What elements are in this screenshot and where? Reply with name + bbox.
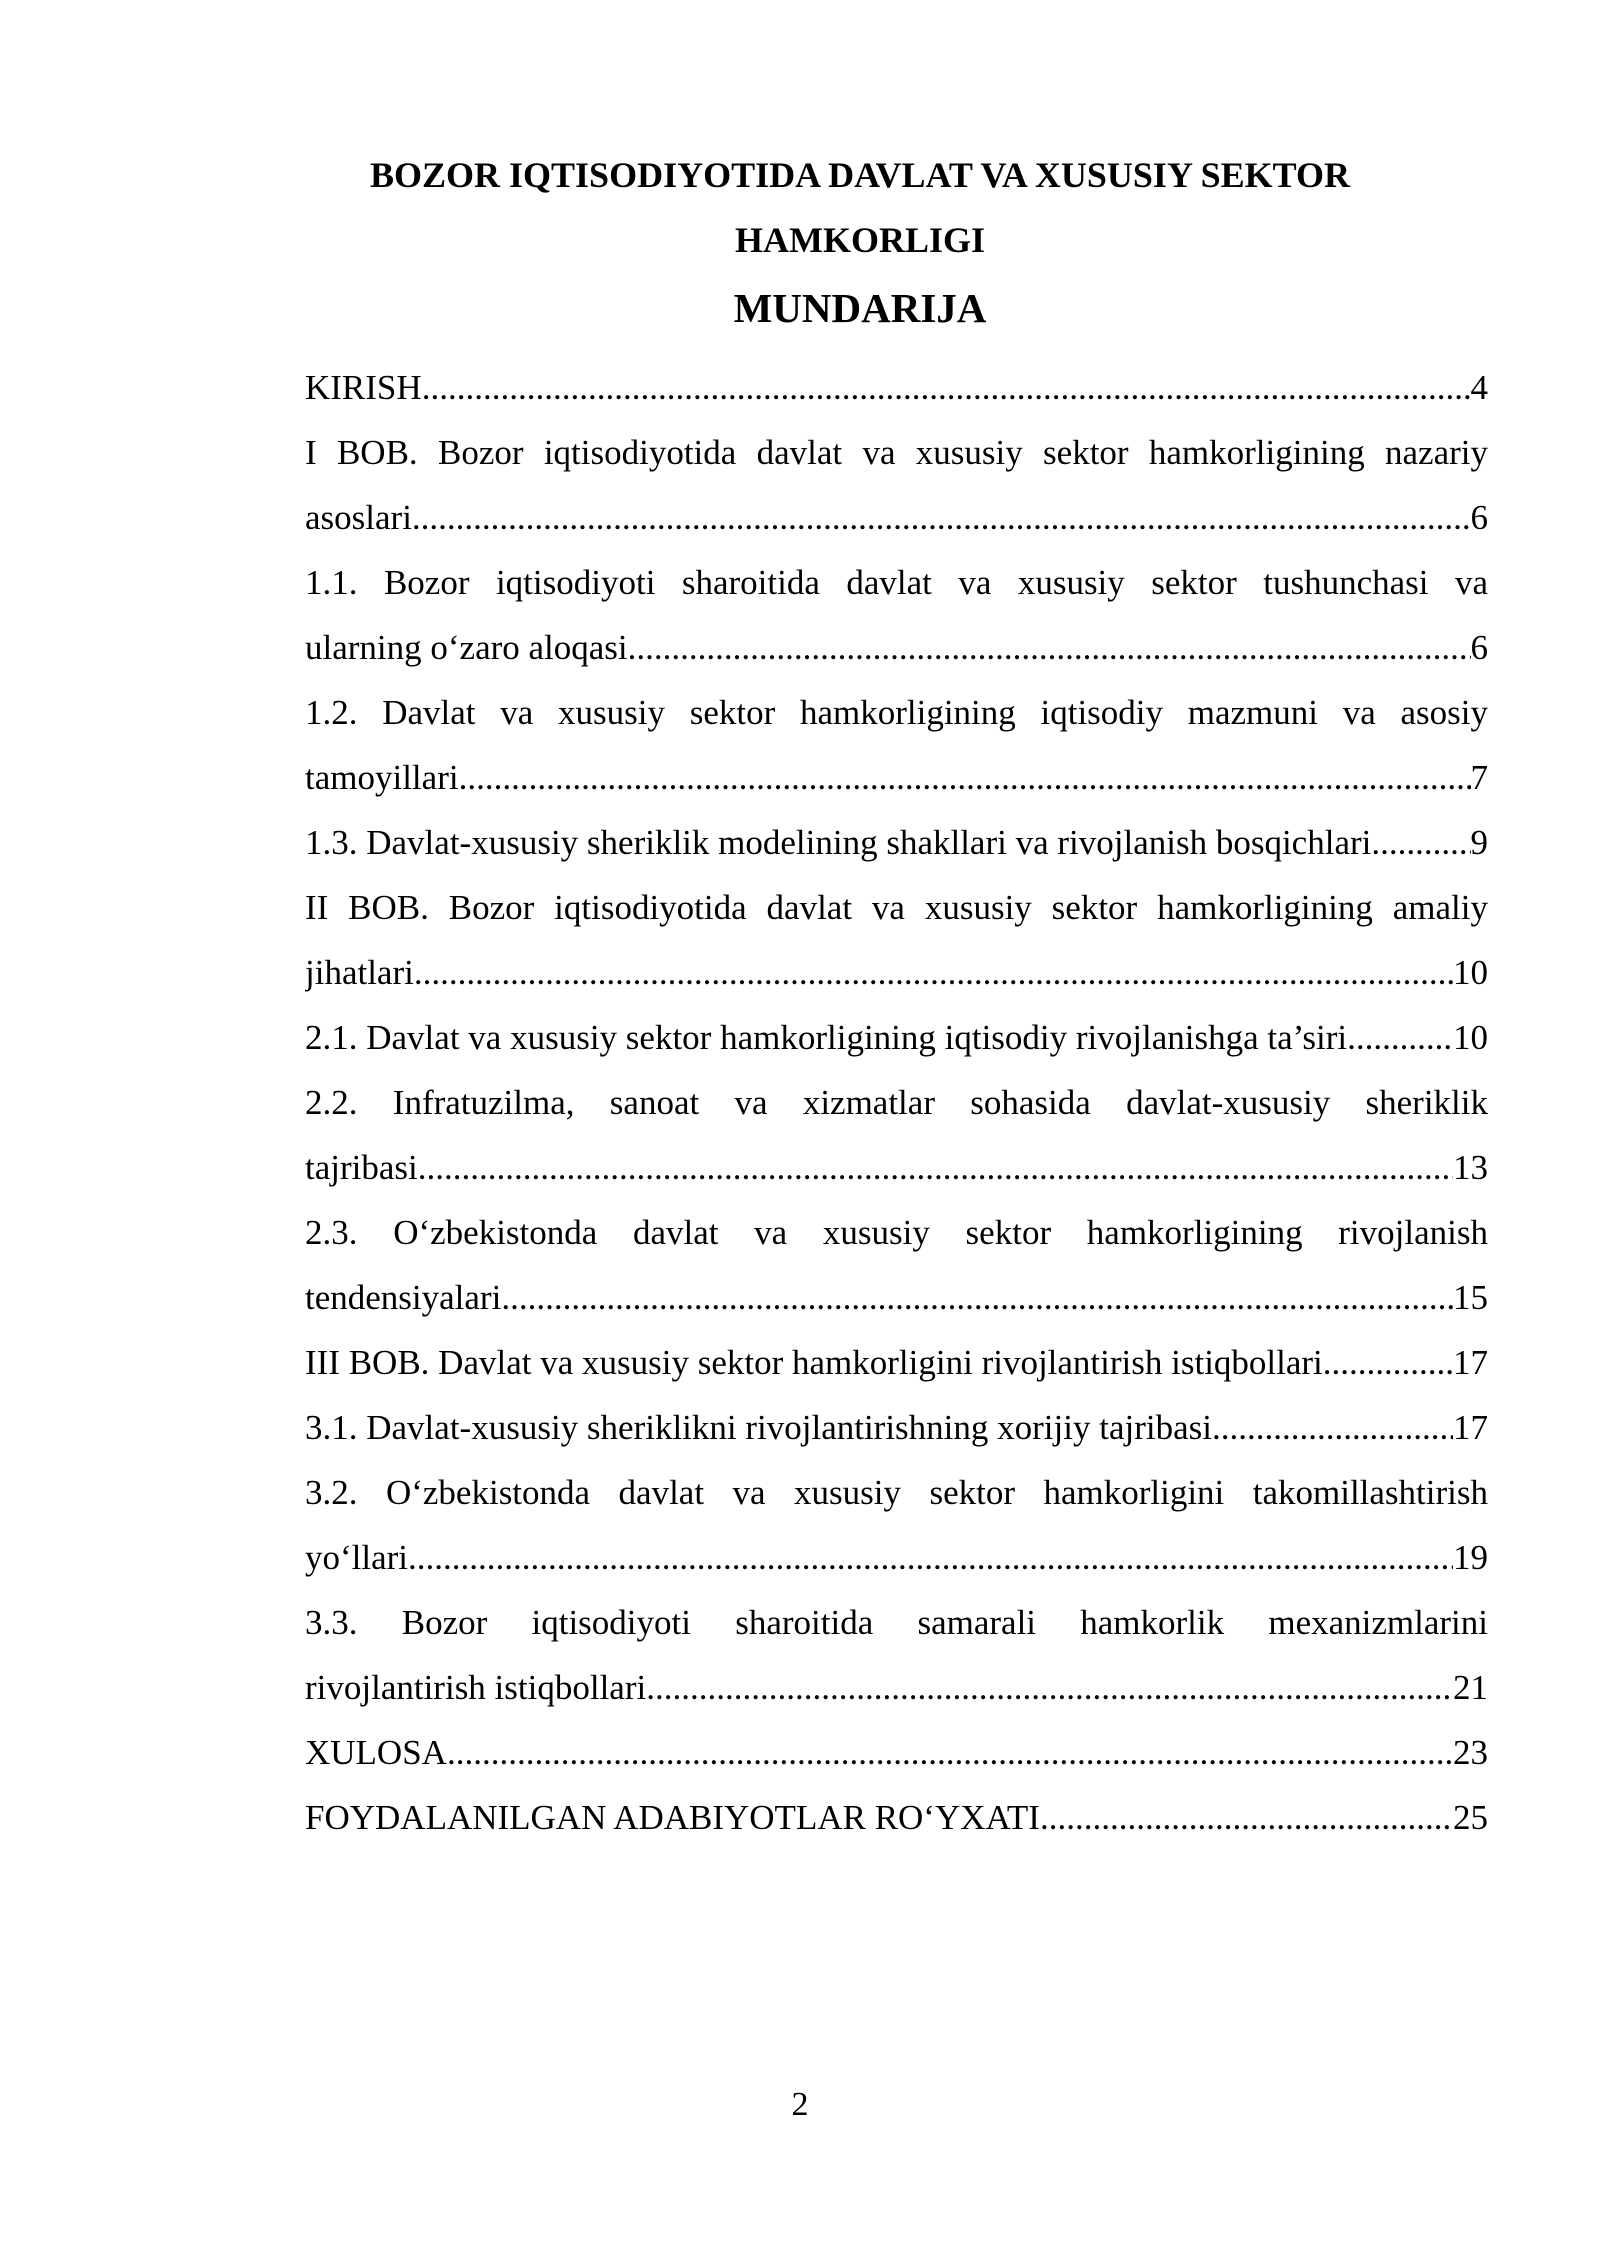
toc-dot-leader [418, 1135, 1453, 1200]
toc-entry[interactable] [305, 355, 1488, 420]
toc-entry-leader-line [305, 615, 1488, 680]
toc-entry-leader-line [305, 485, 1488, 550]
toc-entry-leader-line [305, 1785, 1488, 1850]
table-of-contents [305, 355, 1488, 1850]
toc-dot-leader [422, 355, 1471, 420]
toc-entry[interactable] [305, 1200, 1488, 1330]
toc-entry-title: XULOSA [305, 1733, 447, 1772]
toc-entry[interactable] [305, 1070, 1488, 1200]
toc-entry-page-number: 23 [1453, 1733, 1488, 1772]
toc-entry-leader-line [305, 1135, 1488, 1200]
toc-entry-title: III BOB. Davlat va xususiy sektor hamkorligini rivojlantirish istiqbollari [305, 1343, 1323, 1382]
toc-entry-text-line: 2.2. Infratuzilma, sanoat va xizmatlar sohasida davlat-xususiy sheriklik [305, 1083, 1488, 1122]
toc-entry-text-line: I BOB. Bozor iqtisodiyotida davlat va xususiy sektor hamkorligining nazariy [305, 433, 1488, 472]
toc-dot-leader [1323, 1330, 1453, 1395]
document-title-line-2: HAMKORLIGI [734, 220, 985, 260]
document-title-line-1: BOZOR IQTISODIYOTIDA DAVLAT VA XUSUSIY SEKTOR [370, 155, 1350, 195]
toc-dot-leader [459, 745, 1471, 810]
toc-entry-page-number: 7 [1470, 758, 1488, 797]
toc-entry-title: yo‘llari [305, 1538, 409, 1577]
toc-entry[interactable] [305, 1720, 1488, 1785]
toc-entry-title: KIRISH [305, 368, 422, 407]
toc-dot-leader [447, 1720, 1453, 1785]
toc-entry[interactable] [305, 810, 1488, 875]
toc-dot-leader [646, 1655, 1453, 1720]
toc-entry-text-line: 1.2. Davlat va xususiy sektor hamkorligining iqtisodiy mazmuni va asosiy [305, 693, 1488, 732]
toc-entry-text-line: 3.3. Bozor iqtisodiyoti sharoitida samarali hamkorlik mexanizmlarini [305, 1603, 1488, 1642]
toc-entry[interactable] [305, 1005, 1488, 1070]
toc-entry-text-line: 2.3. O‘zbekistonda davlat va xususiy sektor hamkorligining rivojlanish [305, 1213, 1488, 1252]
toc-entry[interactable] [305, 1785, 1488, 1850]
toc-entry-text-line: 1.1. Bozor iqtisodiyoti sharoitida davlat va xususiy sektor tushunchasi va [305, 563, 1488, 602]
toc-entry[interactable] [305, 1590, 1488, 1720]
toc-dot-leader [1371, 810, 1470, 875]
toc-dot-leader [412, 485, 1471, 550]
toc-entry-text-line: II BOB. Bozor iqtisodiyotida davlat va xususiy sektor hamkorligining amaliy [305, 888, 1488, 927]
toc-entry[interactable] [305, 1330, 1488, 1395]
toc-entry-title: 1.3. Davlat-xususiy sheriklik modelining shakllari va rivojlanish bosqichlari [305, 823, 1372, 862]
toc-entry-leader-line [305, 1265, 1488, 1330]
toc-entry[interactable] [305, 1395, 1488, 1460]
toc-entry-title: tamoyillari [305, 758, 459, 797]
toc-entry-leader-line [305, 1330, 1488, 1395]
toc-entry-title: jihatlari [305, 953, 414, 992]
table-of-contents-heading: MUNDARIJA [733, 285, 987, 331]
toc-dot-leader [501, 1265, 1453, 1330]
toc-entry[interactable] [305, 680, 1488, 810]
toc-entry-leader-line [305, 940, 1488, 1005]
toc-dot-leader [1212, 1395, 1453, 1460]
toc-entry-page-number: 4 [1470, 368, 1488, 407]
toc-entry-title: FOYDALANILGAN ADABIYOTLAR RO‘YXATI [305, 1798, 1040, 1837]
toc-entry-page-number: 17 [1453, 1343, 1488, 1382]
toc-dot-leader [628, 615, 1471, 680]
toc-entry-page-number: 10 [1453, 1018, 1488, 1057]
toc-dot-leader [1347, 1005, 1453, 1070]
toc-entry[interactable] [305, 420, 1488, 550]
toc-entry-page-number: 25 [1453, 1798, 1488, 1837]
toc-entry-page-number: 13 [1453, 1148, 1488, 1187]
toc-entry[interactable] [305, 875, 1488, 1005]
toc-entry-page-number: 17 [1453, 1408, 1488, 1447]
toc-entry-title: tajribasi [305, 1148, 418, 1187]
toc-entry-leader-line [305, 1525, 1488, 1590]
toc-entry-leader-line [305, 810, 1488, 875]
toc-entry-page-number: 21 [1453, 1668, 1488, 1707]
toc-entry-leader-line [305, 355, 1488, 420]
toc-dot-leader [1040, 1785, 1453, 1850]
toc-entry-leader-line [305, 745, 1488, 810]
toc-entry-title: ularning o‘zaro aloqasi [305, 628, 628, 667]
toc-entry-page-number: 19 [1453, 1538, 1488, 1577]
toc-entry-page-number: 6 [1470, 498, 1488, 537]
toc-entry-title: rivojlantirish istiqbollari [305, 1668, 647, 1707]
toc-entry-leader-line [305, 1395, 1488, 1460]
toc-entry[interactable] [305, 1460, 1488, 1590]
toc-entry-text-line: 3.2. O‘zbekistonda davlat va xususiy sektor hamkorligini takomillashtirish [305, 1473, 1488, 1512]
toc-entry-title: tendensiyalari [305, 1278, 502, 1317]
toc-entry-leader-line [305, 1655, 1488, 1720]
toc-entry-title: 3.1. Davlat-xususiy sheriklikni rivojlantirishning xorijiy tajribasi [305, 1408, 1212, 1447]
toc-entry[interactable] [305, 550, 1488, 680]
toc-entry-title: 2.1. Davlat va xususiy sektor hamkorligining iqtisodiy rivojlanishga ta’siri [305, 1018, 1348, 1057]
toc-entry-page-number: 6 [1470, 628, 1488, 667]
toc-entry-page-number: 9 [1470, 823, 1488, 862]
toc-entry-leader-line [305, 1720, 1488, 1785]
toc-entry-page-number: 10 [1453, 953, 1488, 992]
toc-dot-leader [408, 1525, 1453, 1590]
toc-entry-leader-line [305, 1005, 1488, 1070]
page-number: 2 [791, 2086, 809, 2123]
toc-entry-page-number: 15 [1453, 1278, 1488, 1317]
toc-dot-leader [414, 940, 1453, 1005]
toc-entry-title: asoslari [305, 498, 412, 537]
